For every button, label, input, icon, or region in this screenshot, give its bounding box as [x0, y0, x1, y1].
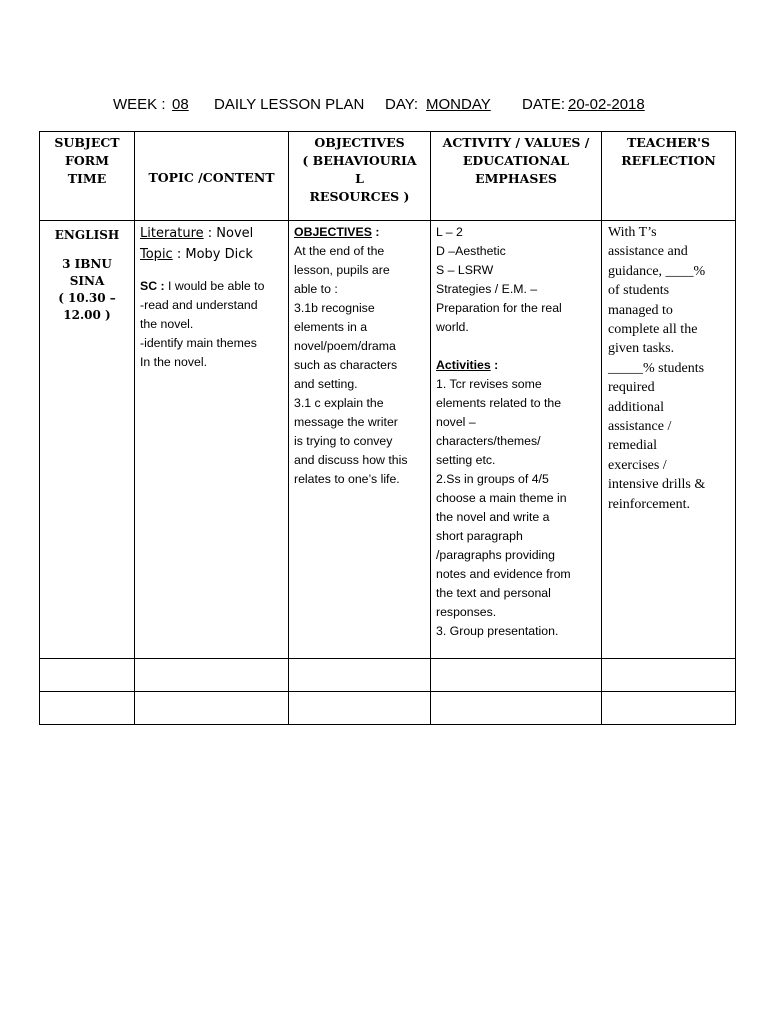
activity-line: 1. Tcr revises some	[436, 377, 542, 391]
week-label: WEEK :	[113, 96, 166, 113]
sc-line: I would be able to	[168, 279, 265, 293]
activity-line: /paragraphs providing	[436, 548, 555, 562]
reflection-line: of students	[608, 283, 670, 299]
topic-value: : Moby Dick	[176, 247, 253, 262]
values-line: Preparation for the real	[436, 301, 562, 315]
objective-line: and discuss how this	[294, 453, 408, 467]
objective-line: and setting.	[294, 377, 358, 391]
activity-line: 2.Ss in groups of 4/5	[436, 472, 549, 486]
reflection-line: _____% students	[608, 360, 705, 376]
subject-text: ENGLISH	[54, 228, 120, 242]
empty-cell	[602, 692, 736, 725]
empty-table-row	[40, 692, 736, 725]
activities-heading: Activities	[436, 358, 491, 372]
lesson-plan-table	[39, 131, 736, 725]
activity-line: the text and personal	[436, 586, 551, 600]
objective-line: 3.1 c explain the	[294, 396, 384, 410]
objective-line: At the end of the	[294, 244, 385, 258]
teacher-reflection-cell	[602, 221, 736, 659]
sc-line: In the novel.	[140, 355, 207, 369]
activity-line: notes and evidence from	[436, 567, 571, 581]
header-topic-content: TOPIC /CONTENT	[135, 132, 289, 221]
empty-cell	[40, 692, 135, 725]
sc-line: -identify main themes	[140, 336, 257, 350]
empty-cell	[40, 659, 135, 692]
reflection-line: managed to	[608, 302, 673, 318]
reflection-line: assistance and	[608, 244, 688, 260]
reflection-line: assistance /	[608, 419, 672, 435]
literature-value: : Novel	[207, 226, 254, 241]
date-value: 20-02-2018	[568, 96, 645, 113]
reflection-line: intensive drills &	[608, 477, 706, 493]
values-line: world.	[436, 320, 469, 334]
topic-label: Topic	[140, 247, 173, 262]
activity-line: choose a main theme in	[436, 491, 567, 505]
activity-line: short paragraph	[436, 529, 523, 543]
objective-line: is trying to convey	[294, 434, 393, 448]
time-text-1: ( 10.30 –	[58, 291, 116, 305]
objective-line: novel/poem/drama	[294, 339, 396, 353]
reflection-line: complete all the	[608, 322, 698, 338]
objectives-cell: OBJECTIVES : At the end of the lesson, pupils are able to : 3.1b recognise elements in a novel/poem/drama such as characters and setting. 3.1 c explain the message the writer is trying to convey and discuss how this relates to one’s life.	[289, 221, 431, 659]
objective-line: 3.1b recognise	[294, 301, 375, 315]
activity-line: characters/themes/	[436, 434, 541, 448]
empty-table-row	[40, 659, 736, 692]
header-teacher-reflection: TEACHER'S REFLECTION	[602, 132, 736, 221]
empty-cell	[431, 692, 602, 725]
objective-line: able to :	[294, 282, 338, 296]
values-line: L – 2	[436, 225, 463, 239]
reflection-line: guidance, ____%	[608, 263, 706, 279]
sc-line: -read and understand	[140, 298, 258, 312]
reflection-line: With T’s	[608, 225, 657, 240]
sc-label: SC :	[140, 279, 165, 293]
objectives-heading: OBJECTIVES	[294, 225, 372, 239]
reflection-line: exercises /	[608, 457, 667, 473]
activity-values-cell: L – 2 D –Aesthetic S – LSRW Strategies / E.M. – Preparation for the real world. Activities : 1. Tcr revises some elements related to the novel – characters/themes/ setting etc. 2.Ss in groups of 4/5 choose a main theme in the novel and write a short paragraph /paragraphs providing notes and evidence from the text and personal responses. 3. Group presentation.	[431, 221, 602, 659]
activity-line: setting etc.	[436, 453, 496, 467]
form-text-2: SINA	[69, 274, 105, 288]
reflection-line: reinforcement.	[608, 496, 691, 512]
values-line: D –Aesthetic	[436, 244, 506, 258]
reflection-line: remedial	[608, 438, 657, 454]
header-objectives: OBJECTIVES ( BEHAVIOURIA L RESOURCES )	[289, 132, 431, 221]
activity-line: novel –	[436, 415, 476, 429]
day-label: DAY:	[385, 96, 419, 113]
header-subject-form-time: SUBJECT FORM TIME	[40, 132, 135, 221]
objective-line: elements in a	[294, 320, 368, 334]
sc-line: the novel.	[140, 317, 194, 331]
objective-line: lesson, pupils are	[294, 263, 390, 277]
objective-line: such as characters	[294, 358, 398, 372]
objective-line: relates to one’s life.	[294, 472, 400, 486]
table-header-row	[40, 132, 736, 221]
table-row	[40, 221, 736, 659]
empty-cell	[289, 659, 431, 692]
activity-line: 3. Group presentation.	[436, 624, 559, 638]
plan-title: DAILY LESSON PLAN	[214, 96, 365, 113]
activity-line: elements related to the	[436, 396, 562, 410]
objective-line: message the writer	[294, 415, 398, 429]
empty-cell	[289, 692, 431, 725]
values-line: Strategies / E.M. –	[436, 282, 538, 296]
empty-cell	[135, 692, 289, 725]
topic-content-cell	[135, 221, 289, 659]
form-text-1: 3 IBNU	[62, 257, 112, 271]
activity-line: the novel and write a	[436, 510, 550, 524]
literature-label: Literature	[140, 226, 204, 241]
reflection-line: given tasks.	[608, 341, 675, 357]
header-activity-values: ACTIVITY / VALUES / EDUCATIONAL EMPHASES	[431, 132, 602, 221]
values-line: S – LSRW	[436, 263, 494, 277]
reflection-line: required	[608, 380, 655, 396]
day-value: MONDAY	[426, 96, 491, 113]
time-text-2: 12.00 )	[63, 308, 111, 322]
empty-cell	[431, 659, 602, 692]
empty-cell	[135, 659, 289, 692]
week-value: 08	[172, 96, 189, 113]
empty-cell	[602, 659, 736, 692]
activity-line: responses.	[436, 605, 497, 619]
date-label: DATE:	[522, 96, 566, 113]
subject-form-time-cell	[40, 221, 135, 659]
reflection-line: additional	[608, 399, 664, 415]
